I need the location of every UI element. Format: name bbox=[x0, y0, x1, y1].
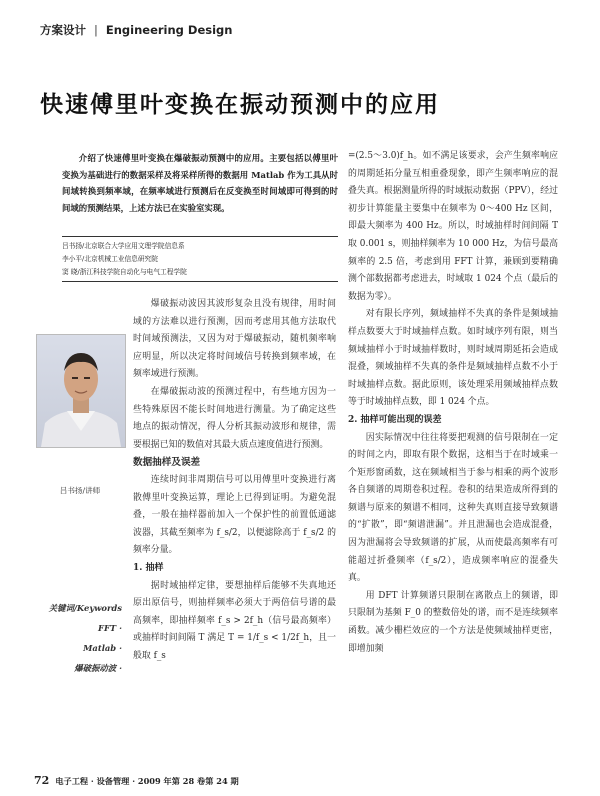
page-footer bbox=[34, 774, 239, 787]
subsection-heading: 1. 抽样 bbox=[133, 562, 164, 573]
abstract-rule-top bbox=[62, 236, 338, 237]
abstract: 介绍了快速傅里叶变换在爆破振动预测中的应用。主要包括以傅里叶变换为基础进行的数据采样及将采样所得的数据用 Matlab 作为工具从时间域转换到频率域，在频率域进行预测后在反变换至时间域即可得到的时间域的预测结果，上述方法已在实验室实现。 bbox=[62, 153, 338, 213]
header-section-en: Engineering Design bbox=[105, 23, 233, 37]
page-header bbox=[40, 22, 232, 38]
affiliation-2: 李小平/北京机械工业信息研究院 bbox=[62, 255, 158, 263]
footer-journal: 电子工程 · 设备管理 · 2009 年第 28 卷第 24 期 bbox=[55, 776, 239, 786]
photo-caption: 吕书扬/讲师 bbox=[59, 486, 101, 495]
affiliation-1: 吕书扬/北京联合大学应用文理学院信息系 bbox=[62, 242, 185, 250]
paragraph: 在爆破振动波的预测过程中，有些地方因为一些特殊原因不能长时间地进行测量。为了确定这些地点的振动情况，得人分析其振动波形和规律，需要根据已知的数值对其最大质点速度值进行预测。 bbox=[133, 386, 336, 450]
keywords bbox=[46, 598, 122, 678]
header-section-cn: 方案设计 bbox=[40, 23, 86, 37]
paragraph: 对有限长序列，频域抽样不失真的条件是频域抽样点数要大于时域抽样点数。如时域序列有限，则当频域抽样小于时域抽样数时，则时域周期延拓会造成混叠，频域抽样不失真的条件是频域抽样点数不小于时域抽样点数。据此原则，该处理采用频域抽样点数等于时域抽样点数，即 1 024 个点。 bbox=[348, 309, 558, 408]
article-title: 快速傅里叶变换在振动预测中的应用 bbox=[40, 92, 440, 118]
affiliation-3: 窦 晓/浙江科技学院自动化与电气工程学院 bbox=[62, 268, 187, 276]
abstract-rule-bottom bbox=[62, 281, 338, 282]
paragraph: =(2.5～3.0)f_h。如不满足该要求，会产生频率响应的周期延拓分量互相重叠现象，即产生频率响应的混叠失真。根据测量所得的时域振动数据（PPV），经过初步计算能量主要集中在频率为 0～400 Hz 区间，即最大频率为 400 Hz。所以，时域抽样时间间隔 T 取 0.001 s，则抽样频率为 10 000 Hz，为信号最高频率的 2.5 倍，考虑到用 FFT 计算，兼顾到要精确测个部数据都考虑进去，时域取 1 024 个点（最后的数据为零）。 bbox=[348, 151, 558, 302]
column-right bbox=[348, 148, 558, 658]
keyword: FFT · bbox=[98, 623, 122, 633]
paragraph: 爆破振动波因其波形复杂且没有规律，用时间域的方法难以进行预测，因而考虑用其他方法取代时间域预测法，又因为对于爆破振动，随机频率响应明显，所以决定将时间域信号转换到频率域，在频率域进行预测。 bbox=[133, 299, 336, 380]
keywords-label: 关键词/Keywords bbox=[48, 603, 122, 613]
page-number: 72 bbox=[34, 774, 50, 787]
paragraph: 连续时间非周期信号可以用傅里叶变换进行离散傅里叶变换运算，理论上已得到证明。为避免混叠，一般在抽样器前加入一个保护性的前置低通滤波器，其截至频率为 f_s/2，以便滤除高于 f_s/2 的频率分量。 bbox=[133, 474, 336, 556]
author-photo bbox=[36, 334, 126, 448]
subsection-heading: 2. 抽样可能出现的误差 bbox=[348, 414, 442, 425]
section-heading: 数据抽样及误差 bbox=[133, 457, 201, 469]
paragraph: 因实际情况中往往将要把观测的信号限制在一定的时间之内，即取有限个数据，这相当于在时域乘一个矩形窗函数，这在频域相当于参与相乘的两个波形各自频谱的周期卷积过程。卷积的结果造成所得到的频谱与原来的频谱不相同，这种失真则直接导致频谱的“扩散”，即“频谱泄漏”。并且泄漏也会造成混叠，因为泄漏将会导致频谱的扩展，从而使最高频率有可能超过折叠频率（f_s/2），造成频率响应的混叠失真。 bbox=[348, 432, 558, 584]
paragraph: 据时域抽样定律，要想抽样后能够不失真地还原出原信号，则抽样频率必须大于两倍信号谱的最高频率，即抽样频率 f_s > 2f_h（信号最高频率）或抽样时间间隔 T 满足 T = 1/f_s < 1/2f_h，且一般取 f_s bbox=[133, 580, 336, 661]
paragraph: 用 DFT 计算频谱只限制在离散点上的频谱，即只限制为基频 F_0 的整数倍处的谱，而不是连续频率函数。减少栅栏效应的一个方法是使频域抽样更密，即增加频 bbox=[348, 590, 558, 654]
column-middle bbox=[133, 296, 336, 665]
header-divider: | bbox=[94, 23, 98, 37]
keyword: 爆破振动波 · bbox=[74, 663, 122, 673]
keyword: Matlab · bbox=[83, 643, 122, 653]
